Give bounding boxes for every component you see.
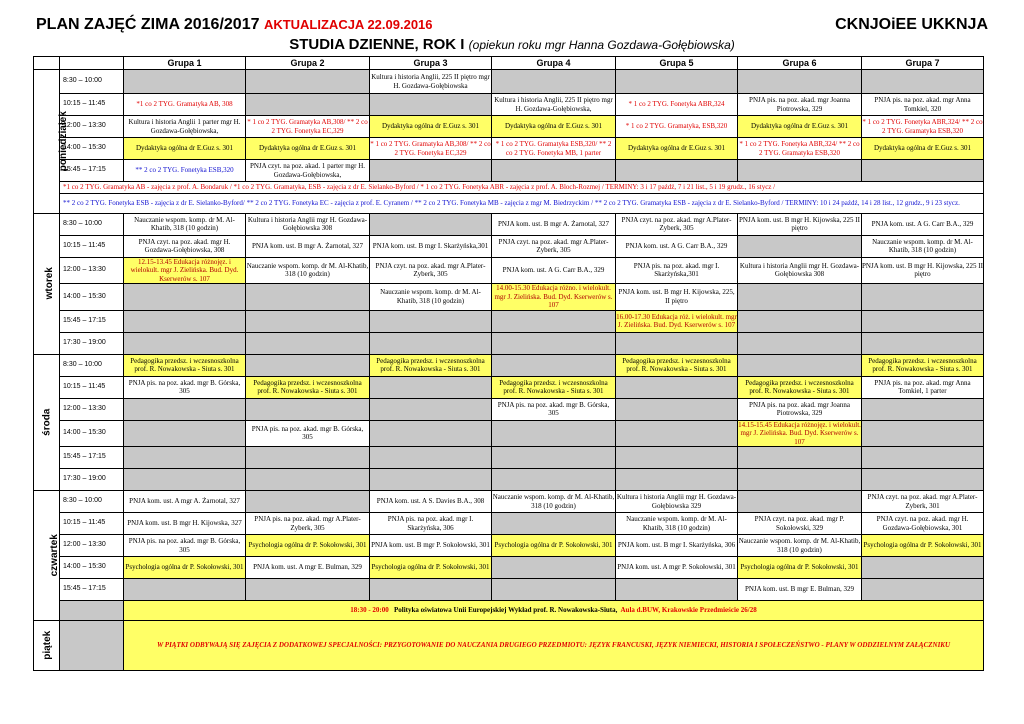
class-cell: PNJA kom. ust. B mgr H. Kijowska, 225 II piętro [862,257,984,284]
class-cell: Nauczanie wspom. komp. dr M. Al-Khatib, 318 (10 godzin) [124,213,246,235]
class-cell: Psychologia ogólna dr P. Sokołowski, 301 [246,535,370,557]
day-label: wtorek [34,213,60,354]
time-slot: 17:30 – 19:00 [60,332,124,354]
class-cell: PNJA czyt. na poz. akad. mgr A.Plater-Zyberk, 305 [492,235,616,257]
class-cell: Pedagogika przedsz. i wczesnoszkolna prof. R. Nowakowska - Siuta s. 301 [616,354,738,376]
time-slot: 10:15 – 11:45 [60,376,124,398]
empty-cell [370,420,492,447]
empty-cell [246,579,370,601]
empty-cell [862,447,984,469]
time-slot: 14:00 – 15:30 [60,138,124,160]
time-slot: 10:15 – 11:45 [60,235,124,257]
empty-cell [862,310,984,332]
empty-cell [492,310,616,332]
empty-cell [370,398,492,420]
class-cell: Kultura i historia Anglii 1 parter mgr H. Gozdawa-Gołębiowska, [124,116,246,138]
time-slot: 15:45 – 17:15 [60,160,124,182]
time-slot: 12:00 – 13:30 [60,257,124,284]
banner-time: 18:30 - 20:00 [350,606,389,615]
class-cell: Psychologia ogólna dr P. Sokołowski, 301 [124,557,246,579]
update-label: AKTUALIZACJA 22.09.2016 [263,17,433,32]
empty-cell [492,70,616,94]
banner-place: Aula d.BUW, Krakowskie Przedmieście 26/28 [620,606,757,615]
day-label: piątek [34,621,60,671]
class-cell: PNJA kom. ust. B mgr I. Skarżyńska,301 [370,235,492,257]
empty-cell [738,70,862,94]
empty-cell [124,420,246,447]
class-cell: PNJA kom. ust. B mgr E. Bulman, 329 [738,579,862,601]
class-cell: Dydaktyka ogólna dr E.Guz s. 301 [616,138,738,160]
class-cell: Pedagogika przedsz. i wczesnoszkolna prof. R. Nowakowska - Siuta s. 301 [492,376,616,398]
class-cell: PNJA kom. ust. A mgr P. Sokołowski, 301 [616,557,738,579]
class-cell: PNJA kom. ust. A G. Carr B.A., 329 [616,235,738,257]
empty-cell [492,354,616,376]
empty-cell [492,420,616,447]
empty-cell [862,469,984,491]
empty-cell [370,213,492,235]
empty-cell [616,376,738,398]
empty-cell [862,284,984,311]
time-slot: 8:30 – 10:00 [60,70,124,94]
class-cell: PNJA pis. na poz. akad. mgr B. Górska, 305 [124,535,246,557]
class-cell: PNJA pis. na poz. akad. mgr Anna Tomkiel, 320 [862,94,984,116]
group-header: Grupa 6 [738,57,862,70]
class-cell: PNJA pis. na poz. akad. mgr A.Plater-Zyberk, 305 [246,513,370,535]
class-cell: Nauczanie wspom. komp. dr M. Al-Khatib, 318 (10 godzin) [246,257,370,284]
class-cell: Pedagogika przedsz. i wczesnoszkolna prof. R. Nowakowska - Siuta s. 301 [738,376,862,398]
header-line [36,16,988,36]
class-cell: PNJA kom. ust. B mgr P. Sokołowski, 301 [370,535,492,557]
time-slot: 8:30 – 10:00 [60,213,124,235]
empty-cell [246,491,370,513]
institution-label: CKNJOiEE UKKNJA [835,16,988,33]
group-header: Grupa 7 [862,57,984,70]
schedule-note: ** 2 co 2 TYG. Fonetyka ESB - zajęcia z dr E. Sielanko-Byford/ ** 2 co 2 TYG. Fonetyka EC - zajęcia z prof. E. Cyranem / ** 2 co 2 TYG. Fonetyka MB - zajęcia z mgr M. Biedrzyckim / ** 2 co 2 TYG. Gramatyka ESB - zajęcia z dr E. Sielanko-Byford / TERMINY: 10 i 24 paźdź, 14 i 28 list., 12 grudz., 9 i 23 stycz. [60,193,984,213]
class-cell: Nauczanie wspom. komp. dr M. Al-Khatib, 318 (10 godzin) [370,284,492,311]
class-cell: Pedagogika przedsz. i wczesnoszkolna prof. R. Nowakowska - Siuta s. 301 [862,354,984,376]
class-cell: Psychologia ogólna dr P. Sokołowski, 301 [492,535,616,557]
class-cell: PNJA czyt. na poz. akad. 1 parter mgr H. Gozdawa-Gołębiowska, [246,160,370,182]
empty-cell [862,579,984,601]
empty-cell [862,160,984,182]
friday-notice: W PIĄTKI ODBYWAJĄ SIĘ ZAJĘCIA Z DODATKOWEJ SPECJALNOŚCI: PRZYGOTOWANIE DO NAUCZANIA DRUGIEGO PRZEDMIOTU: JĘZYK FRANCUSKI, JĘZYK NIEMIECKI, HISTORIA I SPOŁECZEŃSTWO - PLANY W ODDZIELNYM ZAŁĄCZNIKU [124,621,984,671]
empty-cell [492,160,616,182]
empty-cell [616,398,738,420]
class-cell: Kultura i historia Anglii, 225 II piętro mgr H. Gozdawa-Gołębiowska, [492,94,616,116]
empty-cell [124,332,246,354]
class-cell: * 1 co 2 TYG. Fonetyka ABR,324/ ** 2 co 2 TYG. Gramatyka ESB,320 [738,138,862,160]
time-slot: 8:30 – 10:00 [60,491,124,513]
empty-cell [246,447,370,469]
class-cell: 12.15-13.45 Edukacja różnojęz. i wielokult. mgr J. Zielińska. Bud. Dyd. Kserwerów s. 107 [124,257,246,284]
class-cell: PNJA pis. na poz. akad. mgr I. Skarżyńska, 306 [370,513,492,535]
empty-cell [246,469,370,491]
empty-cell [616,160,738,182]
class-cell: PNJA czyt. na poz. akad. mgr H. Gozdawa-Gołębiowska, 308 [124,235,246,257]
empty-cell [124,284,246,311]
time-slot: 12:00 – 13:30 [60,116,124,138]
class-cell: PNJA kom. ust. B mgr H. Kijowska, 225 II piętro [738,213,862,235]
time-slot: 17:30 – 19:00 [60,469,124,491]
empty-cell [492,513,616,535]
class-cell: PNJA kom. ust. B mgr A. Żarnotal, 327 [492,213,616,235]
empty-cell [246,70,370,94]
class-cell: PNJA pis. na poz. akad. mgr B. Górska, 305 [124,376,246,398]
time-slot: 8:30 – 10:00 [60,354,124,376]
class-cell: Dydaktyka ogólna dr E.Guz s. 301 [246,138,370,160]
class-cell: 14.00-15.30 Edukacja różno. i wielokult. mgr J. Zielińska. Bud. Dyd. Kserwerów s. 107 [492,284,616,311]
class-cell: 14.15-15.45 Edukacja różnojęz. i wielokult. mgr J. Zielińska. Bud. Dyd. Kserwerów s. 107 [738,420,861,446]
class-cell: * 1 co 2 TYG. Fonetyka ABR,324 [616,94,738,116]
empty-cell [124,447,246,469]
class-cell: Dydaktyka ogólna dr E.Guz s. 301 [862,138,984,160]
class-cell: 16.00-17.30 Edukacja róż. i wielokult. mgr J. Zielińska. Bud. Dyd. Kserwerów s. 107 [616,310,738,332]
empty-cell [616,332,738,354]
time-slot: 14:00 – 15:30 [60,557,124,579]
time-slot: 15:45 – 17:15 [60,447,124,469]
empty-cell [738,469,862,491]
class-cell: Kultura i historia Anglii, 225 II piętro mgr H. Gozdawa-Gołębiowska [370,70,492,94]
supervisor-label: (opiekun roku mgr Hanna Gozdawa-Gołębiowska) [468,38,735,52]
empty-cell [616,469,738,491]
group-header: Grupa 1 [124,57,246,70]
empty-cell [246,284,370,311]
day-label: poniedziałek [34,70,60,214]
empty-cell [862,332,984,354]
class-cell: PNJA kom. ust. B mgr H. Kijowska, 327 [124,513,246,535]
corner-cell [60,57,124,70]
schedule-note: *1 co 2 TYG. Gramatyka AB - zajęcia z prof. A. Bondaruk / *1 co 2 TYG. Gramatyka, ESB - zajęcia z dr E. Sielanko-Byford / * 1 co 2 TYG. Fonetyka ABR - zajęcia z prof. A. Bloch-Rozmej / TERMINY: 3 i 17 paźdź, 7 i 21 list., 5 i 19 grudz., 16 stycz / [60,182,984,194]
subtitle-line [36,36,988,54]
corner-cell [34,57,60,70]
class-cell: Dydaktyka ogólna dr E.Guz s. 301 [492,116,616,138]
empty-cell [246,354,370,376]
class-cell: Dydaktyka ogólna dr E.Guz s. 301 [370,116,492,138]
class-cell: * 1 co 2 TYG. Gramatyka AB,308/ ** 2 co 2 TYG. Fonetyka EC,329 [370,138,492,160]
empty-cell [492,579,616,601]
empty-cell [246,398,370,420]
class-cell: PNJA kom. ust. A G. Carr B.A., 329 [862,213,984,235]
empty-cell [738,310,862,332]
class-cell: Dydaktyka ogólna dr E.Guz s. 301 [738,116,862,138]
empty-cell [862,420,984,447]
class-cell: Psychologia ogólna dr P. Sokołowski, 301 [370,557,492,579]
empty-cell [492,469,616,491]
group-header: Grupa 2 [246,57,370,70]
class-cell: * 1 co 2 TYG. Gramatyka, ESB,320 [616,116,738,138]
empty-cell [616,70,738,94]
empty-cell [60,621,124,671]
class-cell: PNJA kom. ust. A S. Davies B.A., 308 [370,491,492,513]
empty-cell [246,332,370,354]
class-cell: PNJA czyt. na poz. akad. mgr H. Gozdawa-Gołębiowska, 301 [862,513,984,535]
empty-cell [492,557,616,579]
lecture-banner [124,601,984,621]
time-slot: 15:45 – 17:15 [60,579,124,601]
empty-cell [492,332,616,354]
class-cell: PNJA czyt. na poz. akad. mgr A.Plater-Zyberk, 301 [862,491,984,513]
group-header: Grupa 4 [492,57,616,70]
empty-cell [862,398,984,420]
class-cell: PNJA pis. na poz. akad. mgr Joanna Piotrowska, 329 [738,94,862,116]
class-cell: PNJA czyt. na poz. akad. mgr P. Sokołowski, 329 [738,513,862,535]
subtitle: STUDIA DZIENNE, ROK I [289,36,465,53]
time-slot: 14:00 – 15:30 [60,420,124,447]
class-cell: PNJA pis. na poz. akad. mgr Anna Tomkiel, 1 parter [862,376,984,398]
class-cell: * 1 co 2 TYG. Gramatyka ESB,320/ ** 2 co 2 TYG. Fonetyka MB, 1 parter [492,138,616,160]
time-slot: 12:00 – 13:30 [60,398,124,420]
empty-cell [370,332,492,354]
class-cell: PNJA pis. na poz. akad. mgr B. Górska, 305 [246,420,370,447]
group-header: Grupa 3 [370,57,492,70]
banner-text: Polityka oświatowa Unii Europejskiej Wykład prof. R. Nowakowska-Siuta, [393,606,618,615]
empty-cell [124,70,246,94]
class-cell: PNJA pis. na poz. akad. mgr Joanna Piotrowska, 329 [738,398,862,420]
class-cell: PNJA pis. na poz. akad. mgr I. Skarżyńska,301 [616,257,738,284]
day-label: czwartek [34,491,60,621]
class-cell: Dydaktyka ogólna dr E.Guz s. 301 [124,138,246,160]
class-cell: Nauczanie wspom. komp. dr M. Al-Khatib, 318 (10 godzin) [616,513,738,535]
schedule-table [33,56,984,671]
empty-cell [738,354,862,376]
empty-cell [370,447,492,469]
empty-cell [862,70,984,94]
class-cell: *1 co 2 TYG. Gramatyka AB, 308 [124,94,246,116]
empty-cell [738,447,862,469]
empty-cell [124,310,246,332]
empty-cell [246,94,370,116]
time-slot: 15:45 – 17:15 [60,310,124,332]
class-cell: PNJA kom. ust. B mgr H. Kijowska, 225, II piętro [616,284,738,311]
empty-cell [246,310,370,332]
class-cell: Pedagogika przedsz. i wczesnoszkolna prof. R. Nowakowska - Siuta s. 301 [124,354,246,376]
class-cell: * 1 co 2 TYG. Fonetyka ABR,324/ ** 2 co 2 TYG. Gramatyka ESB,320 [862,116,984,138]
empty-cell [370,579,492,601]
class-cell: PNJA pis. na poz. akad. mgr B. Górska, 305 [492,398,616,420]
empty-cell [370,160,492,182]
empty-cell [124,398,246,420]
empty-cell [370,94,492,116]
empty-cell [738,235,862,257]
class-cell: ** 2 co 2 TYG. Fonetyka ESB,320 [124,160,246,182]
group-header: Grupa 5 [616,57,738,70]
empty-cell [738,284,862,311]
class-cell: Nauczanie wspom. komp. dr M. Al-Khatib, 318 (10 godzin) [492,491,616,513]
time-slot: 10:15 – 11:45 [60,513,124,535]
class-cell: PNJA kom. ust. A mgr E. Bulman, 329 [246,557,370,579]
empty-cell [370,376,492,398]
class-cell: PNJA czyt. na poz. akad. mgr A.Plater-Zyberk, 305 [616,213,738,235]
empty-cell [124,579,246,601]
class-cell: * 1 co 2 TYG. Gramatyka AB,308/ ** 2 co 2 TYG. Fonetyka EC,329 [246,116,370,138]
empty-cell [738,332,862,354]
class-cell: Kultura i historia Anglii mgr H. Gozdawa-Gołębiowska 308 [246,213,370,235]
day-label: środa [34,354,60,491]
class-cell: PNJA kom. ust. A G. Carr B.A., 329 [492,257,616,284]
empty-cell [60,601,124,621]
class-cell: PNJA kom. ust. B mgr I. Skarżyńska, 306 [616,535,738,557]
class-cell: Kultura i historia Anglii mgr H. Gozdawa-Gołębiowska 308 [738,257,862,284]
empty-cell [862,557,984,579]
empty-cell [738,491,862,513]
class-cell: Pedagogika przedsz. i wczesnoszkolna prof. R. Nowakowska - Siuta s. 301 [370,354,492,376]
class-cell: PNJA czyt. na poz. akad. mgr A.Plater-Zyberk, 305 [370,257,492,284]
time-slot: 12:00 – 13:30 [60,535,124,557]
empty-cell [370,310,492,332]
empty-cell [738,160,862,182]
class-cell: Nauczanie wspom. komp. dr M. Al-Khatib, 318 (10 godzin) [862,235,984,257]
empty-cell [616,447,738,469]
class-cell: Psychologia ogólna dr P. Sokołowski, 301 [862,535,984,557]
empty-cell [124,469,246,491]
class-cell: PNJA kom. ust. B mgr A. Żarnotal, 327 [246,235,370,257]
page-title: PLAN ZAJĘĆ ZIMA 2016/2017 [36,16,260,33]
empty-cell [616,579,738,601]
time-slot: 10:15 – 11:45 [60,94,124,116]
class-cell: Nauczanie wspom. komp. dr M. Al-Khatib, 318 (10 godzin) [738,535,862,557]
class-cell: Pedagogika przedsz. i wczesnoszkolna prof. R. Nowakowska - Siuta s. 301 [246,376,370,398]
empty-cell [492,447,616,469]
time-slot: 14:00 – 15:30 [60,284,124,311]
class-cell: PNJA kom. ust. A mgr A. Żarnotal, 327 [124,491,246,513]
class-cell: Psychologia ogólna dr P. Sokołowski, 301 [738,557,862,579]
class-cell: Kultura i historia Anglii mgr H. Gozdawa-Gołębiowska 329 [616,491,738,513]
empty-cell [616,420,738,447]
header-row [34,57,984,70]
empty-cell [370,469,492,491]
